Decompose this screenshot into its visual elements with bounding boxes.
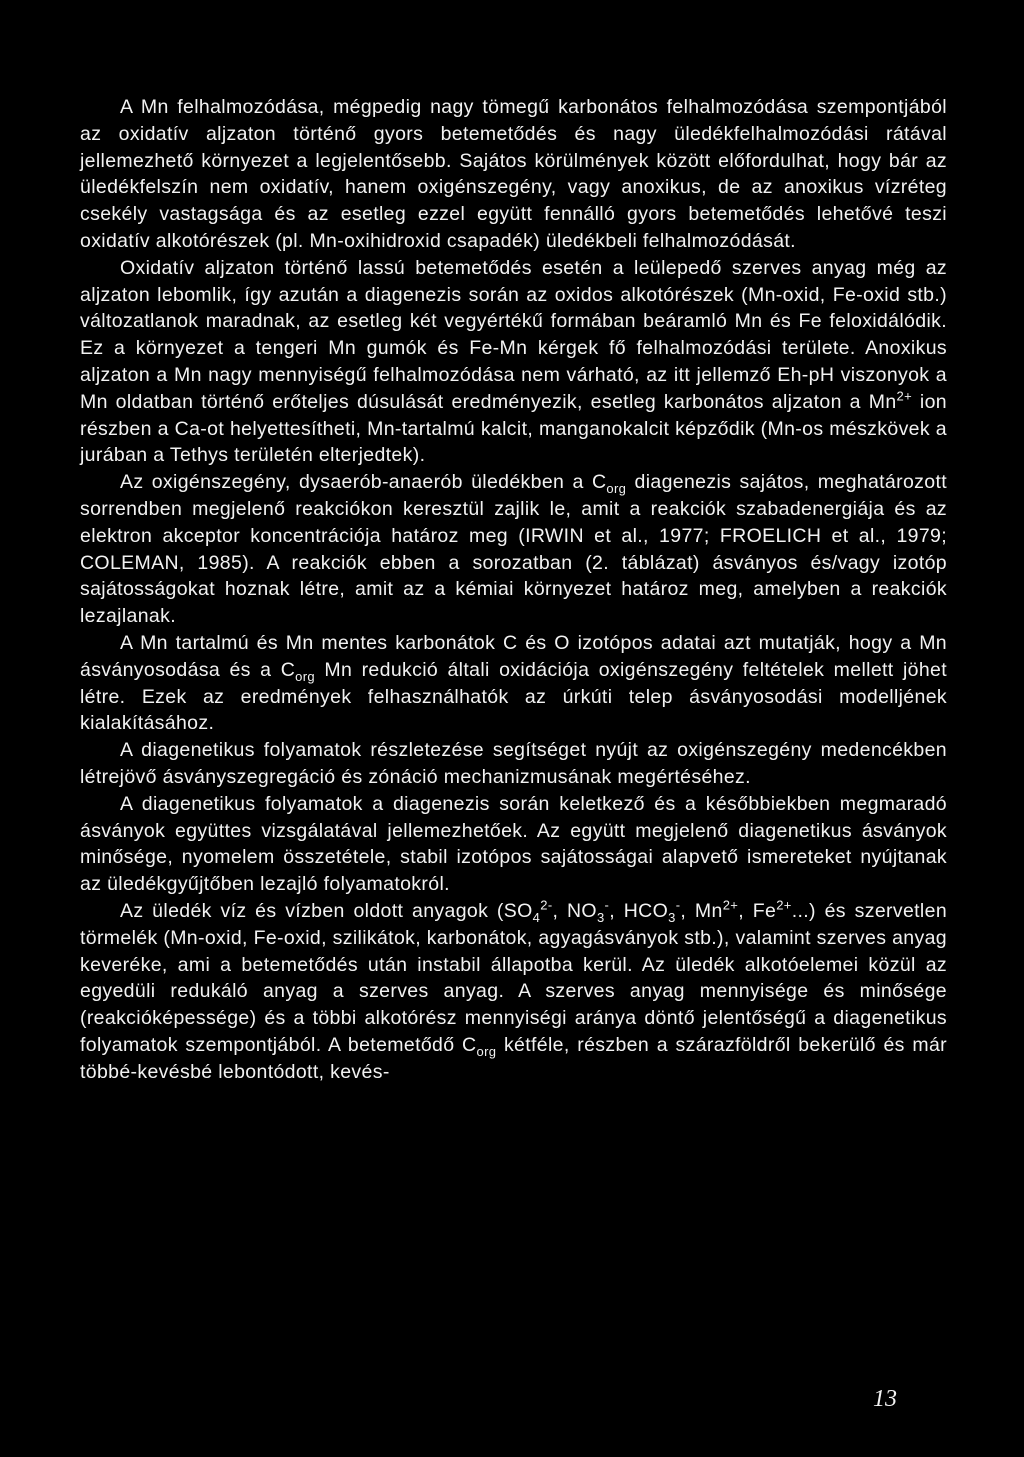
- text-run: ...) és szervetlen törmelék (Mn-oxid, Fe-oxid, szilikátok, karbonátok, agyagásványok stb.), valamint szerves anyag keveréke, ami a betemetődés után instabil állapotba kerül. Az üledék alkotóelemei közül az egyedüli redukáló anyag a szerves anyag. A szerves anyag mennyisége és minősége (reakcióképessége) és a többi alkotórész mennyiségi aránya döntő jelentőségű a diagenetikus folyamatok szempontjából. A betemetődő C: [80, 899, 948, 1056]
- document-body: [80, 94, 947, 1085]
- subscript: 4: [532, 909, 541, 925]
- superscript: 2+: [896, 388, 913, 404]
- text-run: kétféle, részben a szárazföldről bekerülő és már többé-kevésbé lebontódott, kevés-: [80, 1033, 947, 1083]
- paragraph-5: [80, 737, 947, 791]
- superscript: 2+: [722, 897, 739, 913]
- text-run: Az oxigénszegény, dysaerób-anaerób üledékben a C: [120, 471, 607, 494]
- text-run: Oxidatív aljzaton történő lassú betemetődés esetén a leülepedő szerves anyag még az aljzaton lebomlik, így azután a diagenezis során az oxidos alkotórészek (Mn-oxid, Fe-oxid stb.) változatlanok maradnak, az esetleg két vegyértékű formában beáramló Mn és Fe feloxidálódik. Ez a környezet a tengeri Mn gumók és Fe-Mn kérgek fő felhalmozódási területe. Anoxikus aljzaton a Mn nagy mennyiségű felhalmozódása nem várható, az itt jellemző Eh-pH viszonyok a Mn oldatban történő erőteljes dúsulását eredményezik, esetleg karbonátos aljzaton a Mn: [80, 256, 947, 413]
- text-run: , HCO: [609, 899, 669, 922]
- subscript: 3: [596, 909, 605, 925]
- subscript: org: [476, 1043, 497, 1059]
- paragraph-6: [80, 791, 947, 898]
- text-run: Az üledék víz és vízben oldott anyagok (SO: [120, 899, 533, 922]
- superscript: -: [604, 897, 610, 913]
- paragraph-1: [80, 94, 947, 255]
- text-run: , Mn: [680, 899, 723, 922]
- text-run: diagenezis sajátos, meghatározott sorrendben megjelenő reakciókon keresztül zajlik le, amit a reakciók szabadenergiája és az elektron akceptor koncentrációja határoz meg (IRWIN et al., 1977; FROELICH et al., 1979; COLEMAN, 1985). A reakciók ebben a sorozatban (2. táblázat) ásványos és/vagy izotóp sajátosságokat hoznak létre, amit az a kémiai környezet határoz meg, amelyben a reakciók lezajlanak.: [80, 471, 947, 628]
- subscript: 3: [668, 909, 676, 925]
- subscript: org: [606, 481, 627, 497]
- text-run: A diagenetikus folyamatok részletezése segítséget nyújt az oxigénszegény medencékben létrejövő ásványszegregáció és zónáció mechanizmusának megértéséhez.: [80, 739, 947, 788]
- text-run: A Mn tartalmú és Mn mentes karbonátok C és O izotópos adatai azt mutatják, hogy a Mn ásványosodása és a C: [80, 631, 947, 681]
- text-run: , Fe: [738, 899, 777, 922]
- superscript: 2-: [540, 897, 553, 913]
- text-run: , NO: [552, 899, 597, 922]
- paragraph-2: [80, 255, 947, 469]
- text-run: A Mn felhalmozódása, mégpedig nagy tömegű karbonátos felhalmozódása szempontjából az oxidatív aljzaton történő gyors betemetődés és nagy üledékfelhalmozódási rátával jellemezhető környezet a legjelentősebb. Sajátos körülmények között előfordulhat, hogy bár az üledékfelszín nem oxidatív, hanem oxigénszegény, vagy anoxikus, de az anoxikus vízréteg csekély vastagsága és az esetleg ezzel együtt fennálló gyors betemetődés lehetővé teszi oxidatív alkotórészek (pl. Mn-oxihidroxid csapadék) üledékbeli felhalmozódását.: [80, 96, 947, 252]
- paragraph-3: [80, 469, 947, 630]
- text-run: ion részben a Ca-ot helyettesítheti, Mn-tartalmú kalcit, manganokalcit képződik (Mn-os mészkövek a jurában a Tethys területén elterjedtek).: [80, 390, 947, 467]
- text-run: A diagenetikus folyamatok a diagenezis során keletkező és a későbbiekben megmaradó ásványok együttes vizsgálatával jellemezhetőek. Az együtt megjelenő diagenetikus ásványok minősége, nyomelem összetétele, stabil izotópos sajátosságai alapvető ismereteket nyújtanak az üledékgyűjtőben lezajló folyamatokról.: [80, 792, 947, 896]
- paragraph-7: [80, 898, 947, 1086]
- superscript: -: [675, 897, 681, 913]
- text-run: Mn redukció általi oxidációja oxigénszegény feltételek mellett jöhet létre. Ezek az eredmények felhasználhatók az úrkúti telep ásványosodási modelljének kialakításához.: [80, 658, 947, 735]
- subscript: org: [295, 668, 316, 684]
- superscript: 2+: [776, 897, 792, 913]
- paragraph-4: [80, 630, 947, 737]
- page-number: 13: [873, 1386, 897, 1412]
